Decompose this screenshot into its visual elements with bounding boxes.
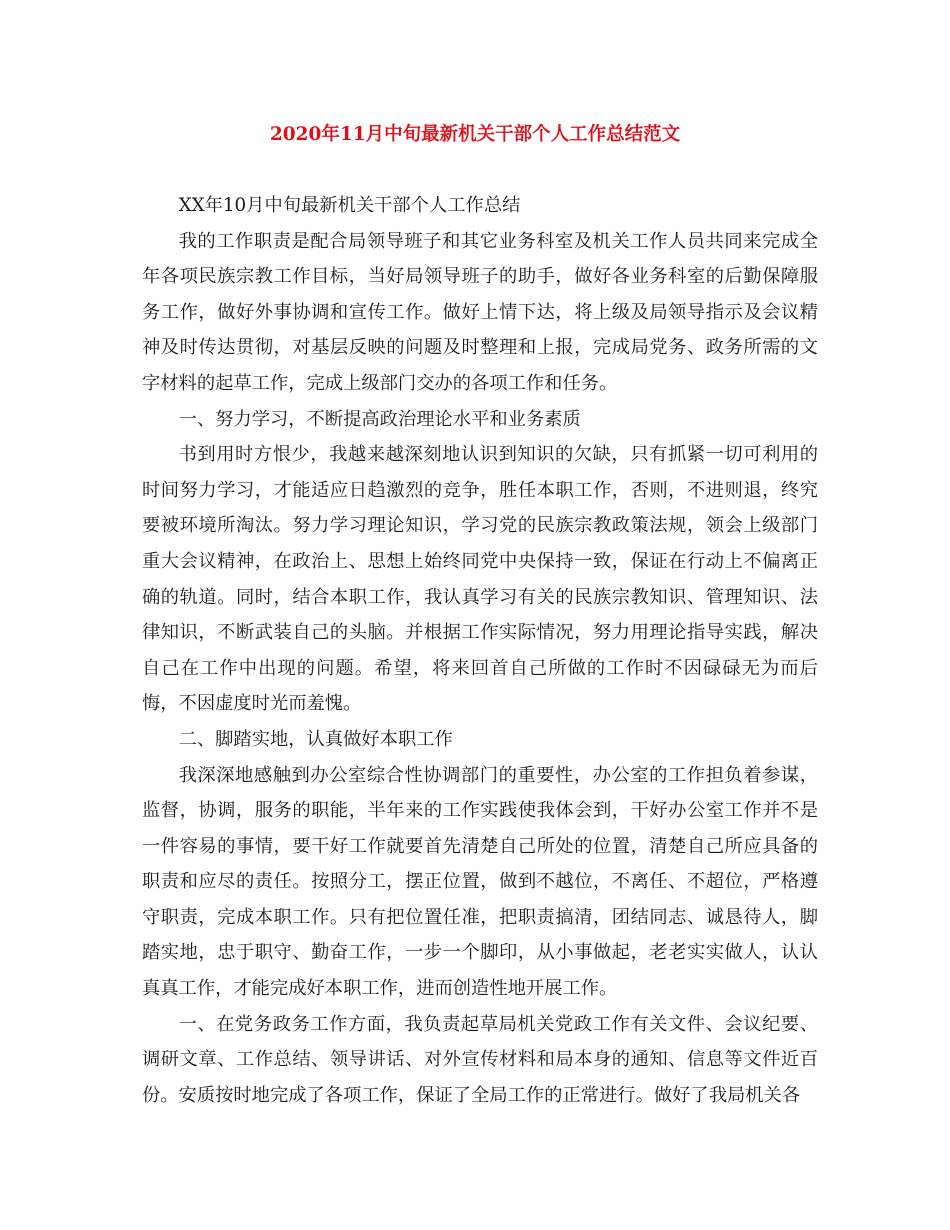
document-body	[142, 188, 818, 1113]
paragraph: 我的工作职责是配合局领导班子和其它业务科室及机关工作人员共同来完成全年各项民族宗教工作目标，当好局领导班子的助手，做好各业务科室的后勤保障服务工作，做好外事协调和宣传工作。做好上情下达，将上级及局领导指示及会议精神及时传达贯彻，对基层反映的问题及时整理和上报，完成局党务、政务所需的文字材料的起草工作，完成上级部门交办的各项工作和任务。	[142, 230, 818, 394]
paragraph: 书到用时方恨少，我越来越深刻地认识到知识的欠缺，只有抓紧一切可利用的时间努力学习，才能适应日趋激烈的竞争，胜任本职工作，否则，不进则退，终究要被环境所淘汰。努力学习理论知识，学习党的民族宗教政策法规，领会上级部门重大会议精神，在政治上、思想上始终同党中央保持一致，保证在行动上不偏离正确的轨道。同时，结合本职工作，我认真学习有关的民族宗教知识、管理知识、法律知识，不断武装自己的头脑。并根据工作实际情况，努力用理论指导实践，解决自己在工作中出现的问题。希望，将来回首自己所做的工作时不因碌碌无为而后悔，不因虚度时光而羞愧。	[142, 444, 818, 715]
section-heading: 二、脚踏实地，认真做好本职工作	[178, 728, 453, 750]
section-heading: 一、努力学习，不断提高政治理论水平和业务素质	[178, 408, 581, 430]
paragraph: 我深深地感触到办公室综合性协调部门的重要性，办公室的工作担负着参谋，监督，协调，服务的职能，半年来的工作实践使我体会到，干好办公室工作并不是一件容易的事情，要干好工作就要首先清楚自己所处的位置，清楚自己所应具备的职责和应尽的责任。按照分工，摆正位置，做到不越位，不离任、不超位，严格遵守职责，完成本职工作。只有把位置任准，把职责搞清，团结同志、诚恳待人，脚踏实地，忠于职守、勤奋工作，一步一个脚印，从小事做起，老老实实做人，认认真真工作，才能完成好本职工作，进而创造性地开展工作。	[142, 764, 818, 1000]
document-title: 2020年11月中旬最新机关干部个人工作总结范文	[269, 124, 681, 145]
paragraph: 一、在党务政务工作方面，我负责起草局机关党政工作有关文件、会议纪要、调研文章、工作总结、领导讲话、对外宣传材料和局本身的通知、信息等文件近百份。安质按时地完成了各项工作，保证了全局工作的正常进行。做好了我局机关各	[142, 1013, 818, 1106]
paragraph-subtitle: XX年10月中旬最新机关干部个人工作总结	[178, 195, 521, 216]
